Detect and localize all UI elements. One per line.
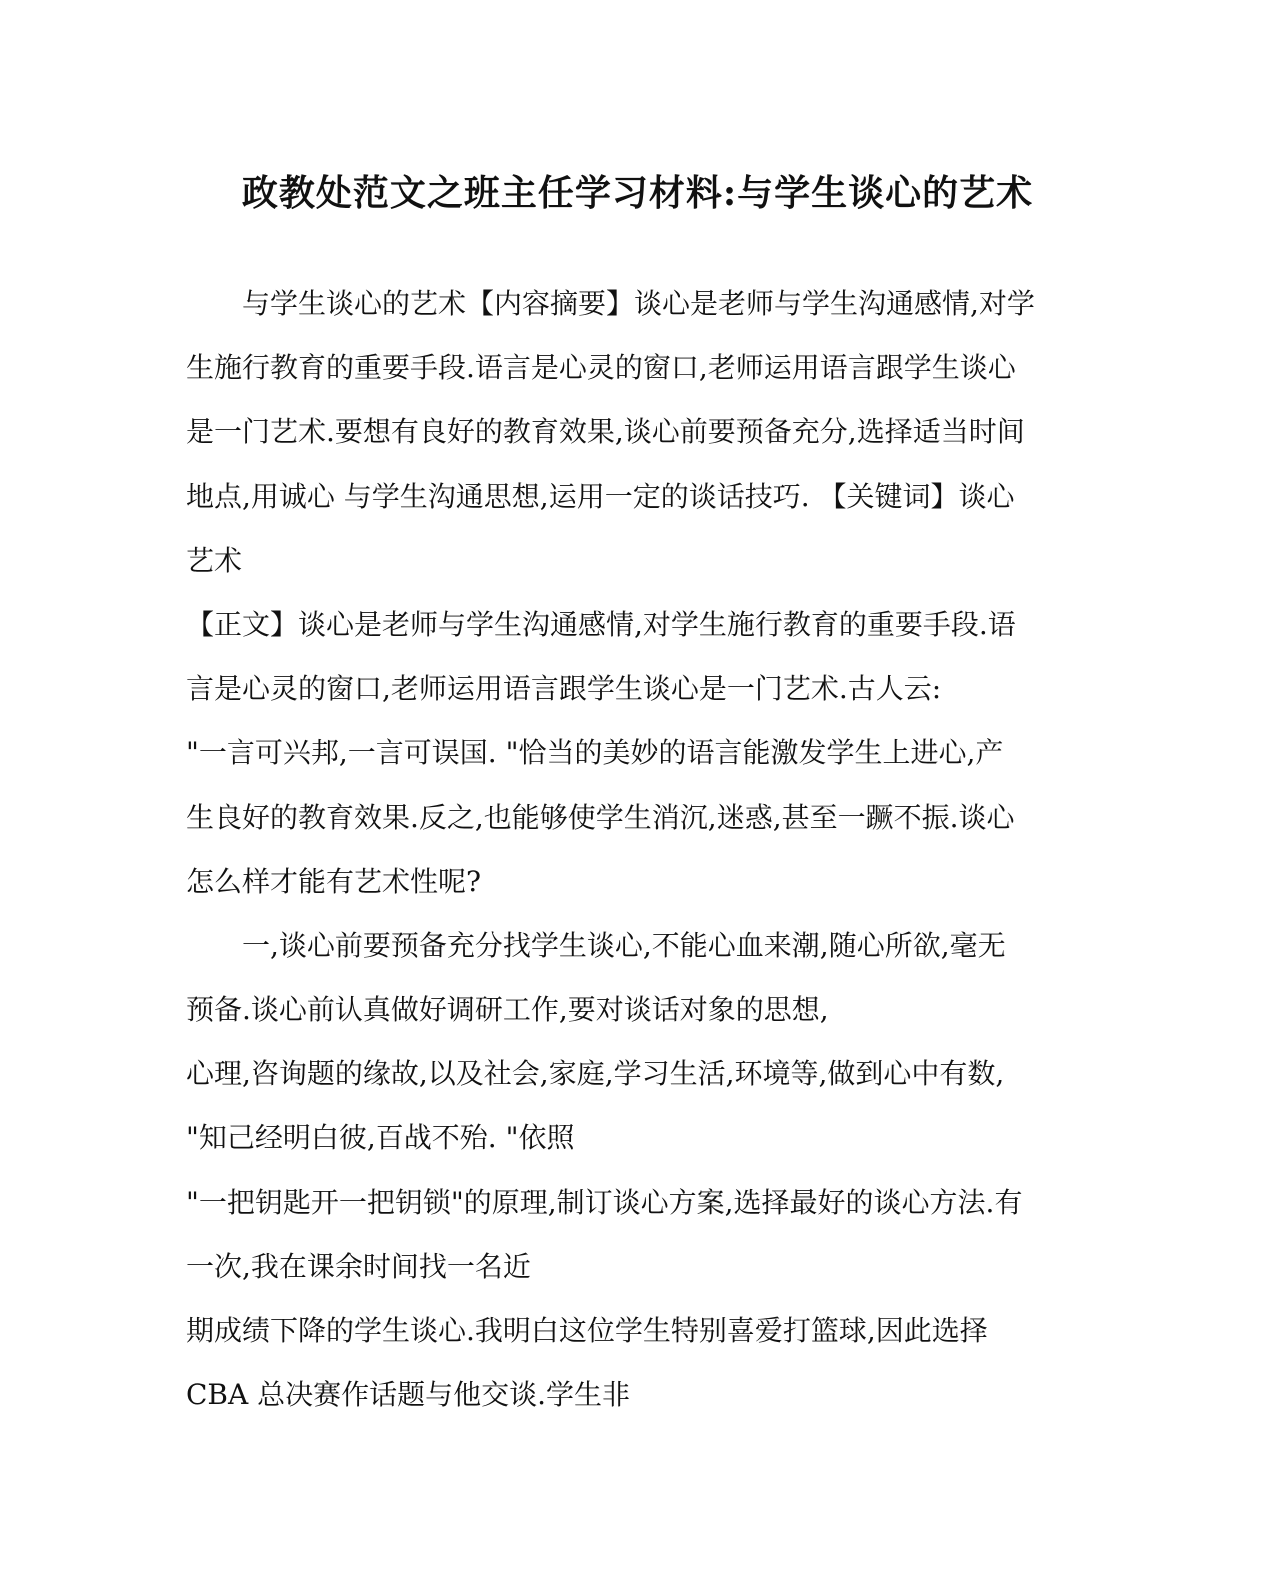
document-title: 政教处范文之班主任学习材料:与学生谈心的艺术 <box>241 172 1034 214</box>
document-body <box>186 272 1066 1427</box>
text-line: 与学生谈心的艺术【内容摘要】谈心是老师与学生沟通感情,对学 <box>242 287 1035 320</box>
text-line: 地点,用诚心 与学生沟通思想,运用一定的谈话技巧. 【关键词】谈心 <box>186 479 1015 513</box>
text-line: 言是心灵的窗口,老师运用语言跟学生谈心是一门艺术.古人云: <box>186 672 942 706</box>
text-line: CBA 总决赛作话题与他交谈.学生非 <box>186 1378 631 1412</box>
text-line: 预备.谈心前认真做好调研工作,要对谈话对象的思想, <box>186 993 829 1027</box>
text-line: 怎么样才能有艺术性呢? <box>186 864 482 898</box>
text-line: 一,谈心前要预备充分找学生谈心,不能心血来潮,随心所欲,毫无 <box>242 928 1006 962</box>
text-line: 【正文】谈心是老师与学生沟通感情,对学生施行教育的重要手段.语 <box>186 607 1016 641</box>
text-line: 一次,我在课余时间找一名近 <box>186 1249 531 1283</box>
text-line: 生施行教育的重要手段.语言是心灵的窗口,老师运用语言跟学生谈心 <box>186 351 1016 385</box>
text-line: "一把钥匙开一把钥锁"的原理,制订谈心方案,选择最好的谈心方法.有 <box>186 1185 1023 1219</box>
text-line: 是一门艺术.要想有良好的教育效果,谈心前要预备充分,选择适当时间 <box>186 415 1025 449</box>
text-line: 心理,咨询题的缘故,以及社会,家庭,学习生活,环境等,做到心中有数, <box>186 1057 1005 1091</box>
text-line: 期成绩下降的学生谈心.我明白这位学生特别喜爱打篮球,因此选择 <box>186 1314 988 1347</box>
text-line: 艺术 <box>186 543 243 577</box>
text-line: "一言可兴邦,一言可误国. "恰当的美妙的语言能激发学生上进心,产 <box>186 736 1004 770</box>
text-line: "知己经明白彼,百战不殆. "依照 <box>186 1121 575 1155</box>
text-line: 生良好的教育效果.反之,也能够使学生消沉,迷惑,甚至一蹶不振.谈心 <box>186 800 1015 834</box>
